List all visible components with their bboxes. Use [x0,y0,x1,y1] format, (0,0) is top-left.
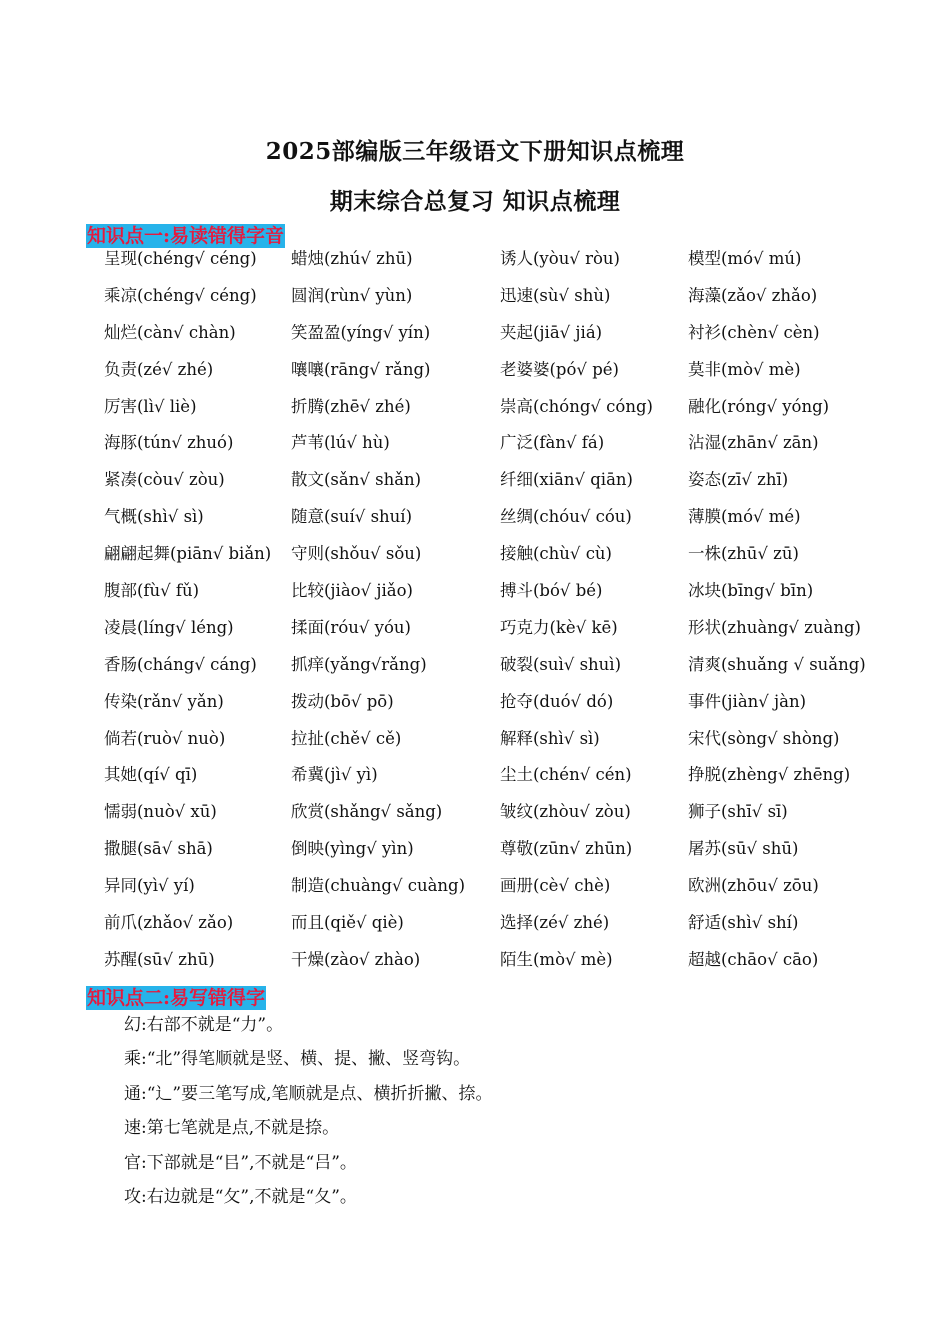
document-subtitle: 期末综合总复习 知识点梳理 [329,188,621,215]
pronunciation-entry: 超越(chāo√ cāo) [688,949,819,969]
pronunciation-entry: 抢夺(duó√ dó) [500,691,614,711]
pronunciation-entry: 散文(sǎn√ shǎn) [291,470,422,490]
document-title: 2025部编版三年级语文下册知识点梳理 [265,138,685,165]
pronunciation-row [104,317,864,354]
pronunciation-row [104,243,864,280]
pronunciation-entry: 香肠(cháng√ cáng) [104,654,257,674]
pronunciation-entry: 尊敬(zūn√ zhūn) [500,839,633,859]
pronunciation-row [104,575,864,612]
writing-note: 速:第七笔就是点,不就是捺。 [124,1118,340,1139]
pronunciation-entry: 干燥(zào√ zhào) [291,949,421,969]
writing-note: 幻:右部不就是“力”。 [124,1015,284,1035]
pronunciation-row [104,907,864,944]
writing-note: 攻:右边就是“攵”,不就是“夂”。 [124,1186,357,1207]
writing-note: 通:“辶”要三笔写成,笔顺就是点、横折折撇、捺。 [124,1083,493,1104]
pronunciation-entry: 腹部(fù√ fǔ) [104,581,200,601]
pronunciation-entry: 揉面(róu√ yóu) [291,617,411,637]
pronunciation-entry: 而且(qiě√ qiè) [291,913,404,933]
pronunciation-entry: 老婆婆(pó√ pé) [500,359,619,379]
pronunciation-entry: 呈现(chéng√ céng) [104,249,257,268]
pronunciation-entry: 欣赏(shǎng√ sǎng) [291,802,443,822]
pronunciation-row [104,612,864,649]
pronunciation-row [104,427,864,464]
pronunciation-entry: 乘凉(chéng√ céng) [104,285,257,305]
pronunciation-row [104,796,864,833]
pronunciation-entry: 希冀(jì√ yì) [291,765,378,785]
pronunciation-entry: 姿态(zī√ zhī) [688,470,789,490]
pronunciation-entry: 撒腿(sā√ shā) [104,839,213,859]
pronunciation-entry: 融化(róng√ yóng) [688,396,830,416]
pronunciation-entry: 崇高(chóng√ cóng) [500,396,653,416]
pronunciation-entry: 随意(suí√ shuí) [291,507,413,527]
pronunciation-entry: 其她(qí√ qī) [104,765,198,785]
pronunciation-row [104,944,864,981]
pronunciation-entry: 倘若(ruò√ nuò) [104,728,226,748]
pronunciation-row [104,723,864,760]
writing-notes-list [124,1012,493,1218]
pronunciation-entry: 拨动(bō√ pō) [291,691,394,711]
pronunciation-entry: 芦苇(lú√ hù) [291,433,390,453]
pronunciation-entry: 折腾(zhē√ zhé) [291,396,411,416]
pronunciation-entry: 比较(jiào√ jiǎo) [291,581,413,601]
pronunciation-entry: 冰块(bīng√ bīn) [688,581,814,601]
pronunciation-entry: 诱人(yòu√ ròu) [500,249,620,268]
pronunciation-entry: 狮子(shī√ sī) [688,802,788,822]
pronunciation-entry: 皱纹(zhòu√ zòu) [500,802,631,822]
pronunciation-entry: 传染(rǎn√ yǎn) [104,691,224,711]
pronunciation-row [104,870,864,907]
pronunciation-entry: 圆润(rùn√ yùn) [291,285,413,305]
pronunciation-entry: 沾湿(zhān√ zān) [688,433,819,453]
pronunciation-entry: 海藻(zǎo√ zhǎo) [688,285,818,305]
pronunciation-entry: 屠苏(sū√ shū) [688,839,799,859]
pronunciation-entry: 倒映(yìng√ yìn) [291,839,414,859]
pronunciation-entry: 尘土(chén√ cén) [500,765,632,785]
pronunciation-entry: 清爽(shuǎng √ suǎng) [688,654,866,674]
pronunciation-entry: 笑盈盈(yíng√ yín) [291,322,431,342]
pronunciation-entry: 气概(shì√ sì) [104,507,204,527]
pronunciation-entry: 挣脱(zhèng√ zhēng) [688,765,851,785]
pronunciation-entry: 欧洲(zhōu√ zōu) [688,876,819,896]
pronunciation-entry: 夹起(jiā√ jiá) [500,322,603,342]
pronunciation-entry: 搏斗(bó√ bé) [500,581,603,601]
pronunciation-row [104,538,864,575]
pronunciation-entry: 苏醒(sū√ zhū) [104,949,215,969]
pronunciation-entry: 纤细(xiān√ qiān) [500,470,633,490]
pronunciation-entry: 解释(shì√ sì) [500,728,600,748]
pronunciation-row [104,759,864,796]
pronunciation-entry: 凌晨(líng√ léng) [104,617,234,637]
pronunciation-entry: 紧凑(còu√ zòu) [104,470,225,490]
pronunciation-entry: 翩翩起舞(piān√ biǎn) [104,544,272,564]
pronunciation-row [104,464,864,501]
pronunciation-entry: 陌生(mò√ mè) [500,949,613,969]
pronunciation-entry: 形状(zhuàng√ zuàng) [688,617,861,637]
pronunciation-entry: 异同(yì√ yí) [104,876,195,896]
pronunciation-entry: 负责(zé√ zhé) [104,359,214,379]
pronunciation-entry: 抓痒(yǎng√rǎng) [291,654,427,674]
writing-note: 官:下部就是“㠯”,不就是“吕”。 [124,1152,357,1173]
pronunciation-entry: 舒适(shì√ shí) [688,913,799,933]
pronunciation-entry: 懦弱(nuò√ xū) [104,802,217,822]
pronunciation-row [104,649,864,686]
pronunciation-entry: 莫非(mò√ mè) [688,359,801,379]
section-heading-pronunciation: 知识点一:易读错得字音 [87,225,285,247]
pronunciation-row [104,391,864,428]
pronunciation-entry: 画册(cè√ chè) [500,876,611,896]
pronunciation-entry: 厉害(lì√ liè) [104,396,197,416]
pronunciation-entry: 模型(mó√ mú) [688,249,802,268]
pronunciation-entry: 选择(zé√ zhé) [500,913,610,933]
pronunciation-entry: 巧克力(kè√ kē) [500,617,618,637]
pronunciation-entry: 破裂(suì√ shuì) [500,654,622,674]
pronunciation-entry: 宋代(sòng√ shòng) [688,728,840,748]
pronunciation-entry: 丝绸(chóu√ cóu) [500,507,632,527]
pronunciation-entry: 蜡烛(zhú√ zhū) [291,249,413,268]
pronunciation-entry: 事件(jiàn√ jàn) [688,691,807,711]
pronunciation-entry: 制造(chuàng√ cuàng) [291,876,466,896]
pronunciation-entry: 海豚(tún√ zhuó) [104,433,234,453]
pronunciation-entry: 灿烂(càn√ chàn) [104,322,236,342]
pronunciation-entry: 薄膜(mó√ mé) [688,507,801,527]
pronunciation-entry: 广泛(fàn√ fá) [500,433,605,453]
pronunciation-entry: 前爪(zhǎo√ zǎo) [104,913,234,933]
section-heading-writing: 知识点二:易写错得字 [87,987,266,1009]
pronunciation-row [104,354,864,391]
pronunciation-entry: 拉扯(chě√ cě) [291,728,402,748]
pronunciation-entry: 守则(shǒu√ sǒu) [291,544,422,564]
pronunciation-entry: 嚷嚷(rāng√ rǎng) [291,359,431,379]
pronunciation-row [104,833,864,870]
pronunciation-entry: 一株(zhū√ zū) [688,544,799,564]
writing-note: 乘:“北”得笔顺就是竖、横、提、撇、竖弯钩。 [124,1049,471,1070]
pronunciation-entry: 衬衫(chèn√ cèn) [688,322,820,342]
pronunciation-entry: 迅速(sù√ shù) [500,285,611,305]
pronunciation-entry: 接触(chù√ cù) [500,544,612,564]
pronunciation-row [104,501,864,538]
pronunciation-row [104,280,864,317]
pronunciation-grid [104,243,864,981]
pronunciation-row [104,686,864,723]
